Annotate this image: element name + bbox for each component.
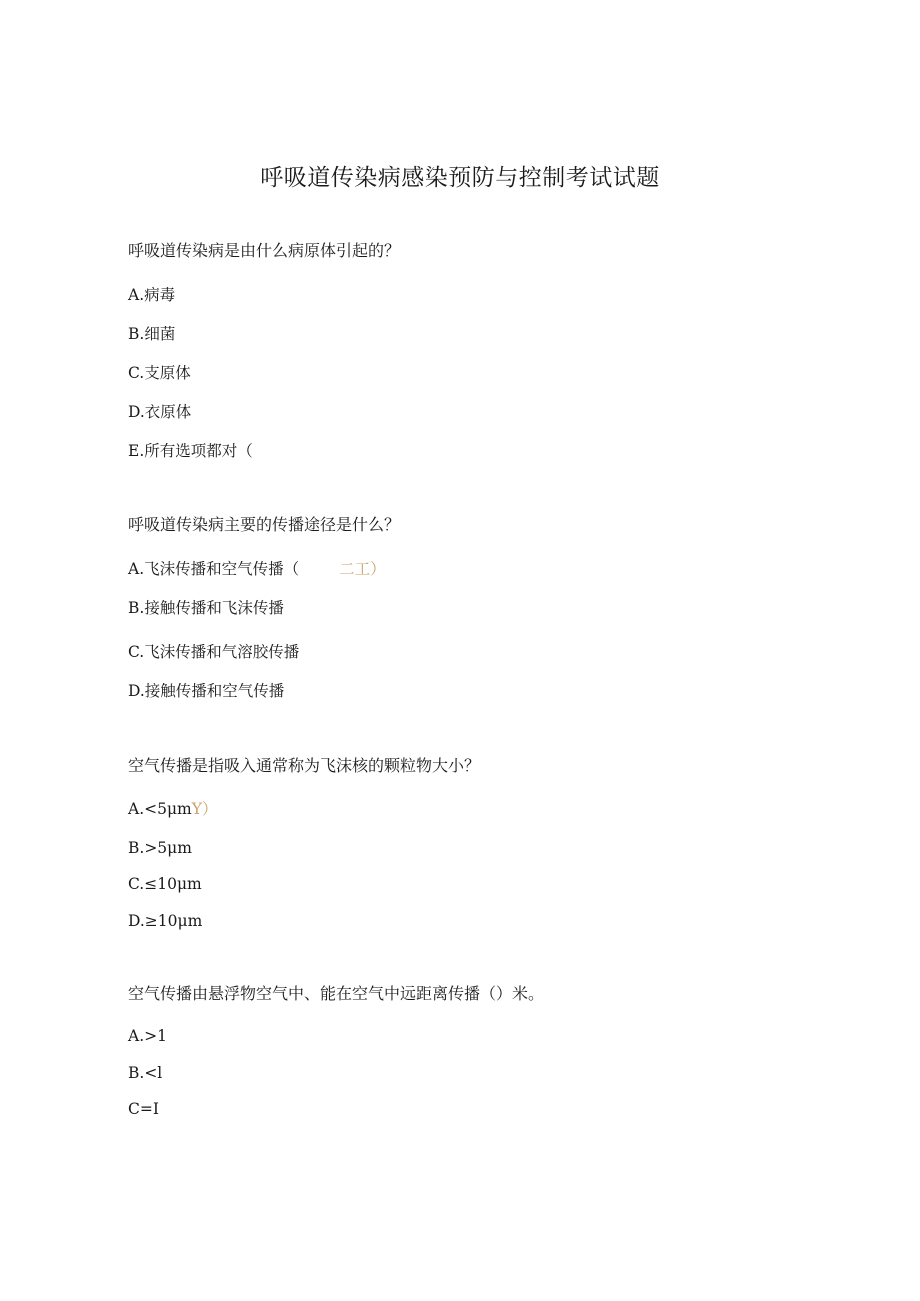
- question-3-option-a-mark: Y）: [191, 800, 218, 818]
- question-3-option-c: C.≤10μm: [128, 875, 202, 893]
- question-2-option-a-mark: 二工）: [339, 560, 386, 578]
- question-1-option-c: C.支原体: [128, 364, 191, 382]
- question-1-option-a: A.病毒: [128, 286, 176, 304]
- question-3-option-b: B.>5μm: [128, 839, 192, 857]
- question-4-text: 空气传播由悬浮物空气中、能在空气中远距离传播（）米。: [128, 984, 545, 1003]
- question-4-option-c: C=I: [128, 1100, 159, 1118]
- question-1-option-e: E.所有选项都对（: [128, 442, 253, 460]
- question-2-text: 呼吸道传染病主要的传播途径是什么？: [128, 515, 401, 534]
- question-3-option-a: [128, 799, 217, 819]
- question-2-option-c: C.飞沫传播和气溶胶传播: [128, 643, 300, 661]
- question-1-option-b: B.细菌: [128, 325, 176, 343]
- question-3-option-a-label: A.<5μm: [128, 800, 192, 818]
- question-2-option-a: [128, 559, 386, 579]
- question-3-option-d: D.≥10μm: [128, 912, 203, 930]
- question-4-option-b: B.<l: [128, 1064, 163, 1082]
- question-3-text: 空气传播是指吸入通常称为飞沫核的颗粒物大小？: [128, 756, 481, 775]
- question-2-option-a-label: A.飞沫传播和空气传播（: [128, 560, 300, 578]
- question-4-option-a: A.>1: [128, 1027, 167, 1045]
- question-1-option-d: D.衣原体: [128, 403, 192, 421]
- question-2-option-b: B.接触传播和飞沫传播: [128, 599, 284, 617]
- page-title: 呼吸道传染病感染预防与控制考试试题: [260, 165, 660, 191]
- question-1-text: 呼吸道传染病是由什么病原体引起的？: [128, 241, 401, 260]
- question-2-option-d: D.接触传播和空气传播: [128, 682, 285, 700]
